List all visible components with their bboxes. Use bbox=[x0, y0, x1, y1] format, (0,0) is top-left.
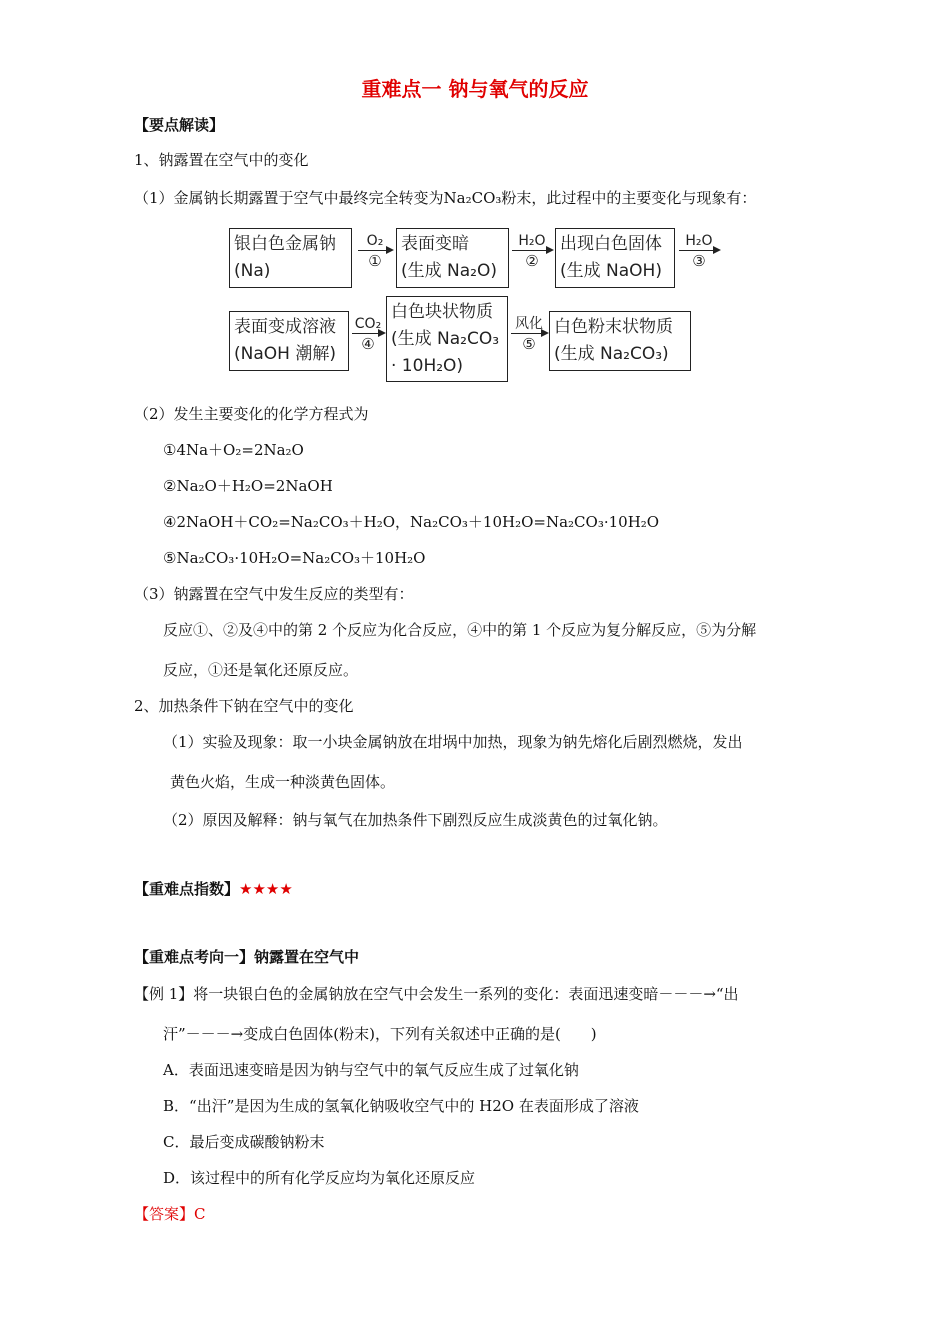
direction-heading: 【重难点考向一】钠露置在空气中 bbox=[134, 948, 360, 966]
box-line: 白色粉末状物质 bbox=[554, 317, 673, 337]
paragraph-2-1-line2: 黄色火焰，生成一种淡黄色固体。 bbox=[170, 773, 396, 791]
arrow-number: ① bbox=[368, 252, 382, 270]
arrow-number: ② bbox=[525, 252, 539, 270]
option-d: D．该过程中的所有化学反应均为氧化还原反应 bbox=[163, 1169, 476, 1187]
arrow-2 bbox=[512, 233, 552, 270]
paragraph-1-3-line2: 反应，①还是氧化还原反应。 bbox=[163, 661, 359, 679]
box-line: 表面变成溶液 bbox=[234, 317, 336, 337]
arrow-icon bbox=[512, 250, 552, 251]
option-b: B．“出汗”是因为生成的氢氧化钠吸收空气中的 H2O 在表面形成了溶液 bbox=[163, 1097, 639, 1115]
paragraph-1-3: （3）钠露置在空气中发生反应的类型有： bbox=[134, 585, 414, 603]
arrow-label: H₂O bbox=[685, 233, 713, 249]
option-c: C．最后变成碳酸钠粉末 bbox=[163, 1133, 325, 1151]
arrow-label: CO₂ bbox=[354, 316, 382, 332]
arrow-icon bbox=[511, 333, 547, 334]
box-white-solid bbox=[555, 228, 675, 288]
arrow-icon bbox=[679, 250, 719, 251]
paragraph-1-1: （1）金属钠长期露置于空气中最终完全转变为Na₂CO₃粉末，此过程中的主要变化与现象有： bbox=[134, 189, 757, 207]
arrow-label: 风化 bbox=[515, 316, 543, 332]
arrow-number: ④ bbox=[361, 335, 375, 353]
arrow-icon bbox=[352, 333, 384, 334]
box-silver-sodium bbox=[229, 228, 352, 288]
arrow-label: O₂ bbox=[366, 233, 384, 249]
paragraph-2-1-line1: （1）实验及现象：取一小块金属钠放在坩埚中加热，现象为钠先熔化后剧烈燃烧，发出 bbox=[163, 733, 743, 751]
section-2-heading: 2、加热条件下钠在空气中的变化 bbox=[134, 697, 354, 715]
box-line: (生成 Na₂O) bbox=[401, 261, 497, 281]
equation-2: ②Na₂O＋H₂O=2NaOH bbox=[163, 477, 333, 495]
equation-4: ④2NaOH＋CO₂=Na₂CO₃＋H₂O，Na₂CO₃＋10H₂O=Na₂CO₃·10H₂O bbox=[163, 513, 660, 531]
answer-value: C bbox=[194, 1205, 206, 1223]
box-line: · 10H₂O) bbox=[391, 356, 464, 376]
difficulty-stars: ★★★★ bbox=[239, 880, 293, 898]
example-question-line2: 汗”－－－→变成白色固体(粉末)，下列有关叙述中正确的是( ) bbox=[163, 1025, 597, 1043]
box-white-powder bbox=[549, 311, 691, 371]
box-line: 出现白色固体 bbox=[560, 234, 662, 254]
paragraph-2-2: （2）原因及解释：钠与氧气在加热条件下剧烈反应生成淡黄色的过氧化钠。 bbox=[163, 811, 668, 829]
arrow-number: ③ bbox=[692, 252, 706, 270]
box-line: (NaOH 潮解) bbox=[234, 344, 336, 364]
arrow-4 bbox=[352, 316, 384, 353]
arrow-label: H₂O bbox=[518, 233, 546, 249]
box-line: 白色块状物质 bbox=[391, 302, 493, 322]
key-points-heading: 【要点解读】 bbox=[134, 116, 225, 134]
option-a: A．表面迅速变暗是因为钠与空气中的氧气反应生成了过氧化钠 bbox=[163, 1061, 579, 1079]
section-1-heading: 1、钠露置在空气中的变化 bbox=[134, 151, 309, 169]
paragraph-1-2: （2）发生主要变化的化学方程式为 bbox=[134, 405, 369, 423]
equation-1: ①4Na＋O₂=2Na₂O bbox=[163, 441, 304, 459]
box-line: (生成 NaOH) bbox=[560, 261, 662, 281]
page-title: 重难点一 钠与氧气的反应 bbox=[361, 77, 589, 101]
box-line: (生成 Na₂CO₃ bbox=[391, 329, 500, 349]
answer-label: 【答案】 bbox=[134, 1205, 195, 1223]
arrow-icon bbox=[358, 250, 392, 251]
box-line: (Na) bbox=[234, 261, 271, 281]
box-line: 表面变暗 bbox=[401, 234, 469, 254]
equation-5: ⑤Na₂CO₃·10H₂O=Na₂CO₃＋10H₂O bbox=[163, 549, 426, 567]
box-surface-dark bbox=[396, 228, 509, 288]
arrow-3 bbox=[679, 233, 719, 270]
box-line: 银白色金属钠 bbox=[234, 234, 336, 254]
paragraph-1-3-line1: 反应①、②及④中的第 2 个反应为化合反应，④中的第 1 个反应为复分解反应，⑤为分解 bbox=[163, 621, 757, 639]
arrow-number: ⑤ bbox=[522, 335, 536, 353]
box-solution bbox=[229, 311, 349, 371]
difficulty-label: 【重难点指数】 bbox=[134, 880, 240, 898]
difficulty-index bbox=[134, 878, 293, 899]
box-white-lump bbox=[386, 296, 508, 382]
arrow-1 bbox=[358, 233, 392, 270]
arrow-5 bbox=[511, 316, 547, 353]
answer bbox=[134, 1204, 206, 1224]
example-question-line1: 【例 1】将一块银白色的金属钠放在空气中会发生一系列的变化：表面迅速变暗－－－→“出 bbox=[134, 985, 739, 1003]
box-line: (生成 Na₂CO₃) bbox=[554, 344, 669, 364]
